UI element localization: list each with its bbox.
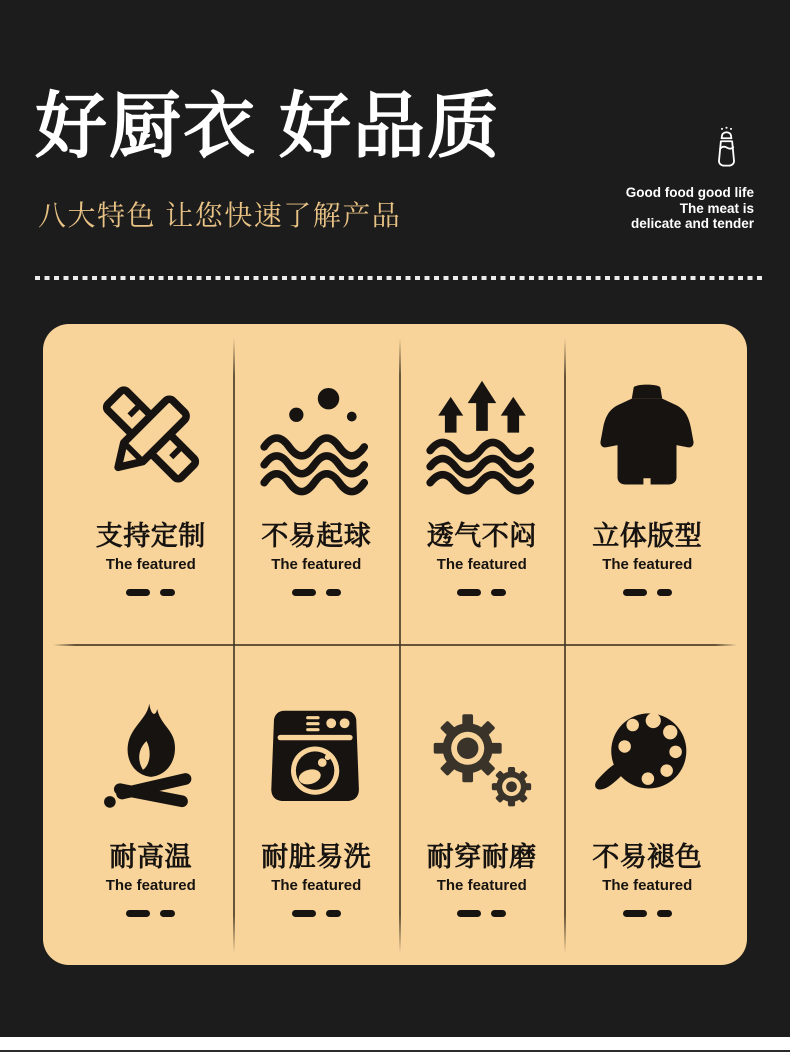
feature-sublabel: The featured bbox=[602, 876, 693, 894]
bottom-strip bbox=[0, 1037, 790, 1053]
feature-label: 透气不闷 bbox=[426, 521, 537, 552]
ruler-pencil-icon bbox=[92, 372, 210, 504]
feature-cell-durable bbox=[399, 645, 565, 966]
feature-sublabel: The featured bbox=[436, 556, 527, 574]
feature-cell-heat-resistant bbox=[68, 645, 234, 966]
salt-shaker-icon bbox=[713, 126, 740, 175]
feature-sublabel: The featured bbox=[436, 876, 527, 894]
feature-dashes bbox=[292, 910, 341, 917]
feature-label: 立体版型 bbox=[592, 521, 703, 552]
feature-sublabel: The featured bbox=[602, 556, 693, 574]
tagline-text bbox=[626, 185, 754, 232]
feature-dashes bbox=[457, 910, 506, 917]
features-panel bbox=[43, 324, 747, 965]
feature-sublabel: The featured bbox=[105, 556, 196, 574]
tagline-line: delicate and tender bbox=[630, 216, 754, 231]
feature-label: 支持定制 bbox=[95, 521, 206, 552]
tagline-line: The meat is bbox=[679, 200, 754, 216]
page-title: 好厨衣 好品质 bbox=[35, 87, 502, 167]
campfire-icon bbox=[92, 693, 210, 825]
feature-dashes bbox=[623, 589, 672, 596]
page-subtitle: 八大特色 让您快速了解产品 bbox=[38, 200, 402, 231]
feature-dashes bbox=[623, 910, 672, 917]
tagline-line: Good food good life bbox=[625, 185, 754, 200]
feature-dashes bbox=[457, 589, 506, 596]
washing-machine-icon bbox=[257, 693, 375, 825]
features-grid bbox=[43, 324, 747, 965]
feature-cell-breathable bbox=[399, 324, 565, 645]
gears-icon bbox=[423, 693, 541, 825]
feature-cell-easy-wash bbox=[234, 645, 400, 966]
feature-label: 耐脏易洗 bbox=[261, 841, 372, 872]
feature-label: 耐高温 bbox=[109, 841, 192, 872]
feature-sublabel: The featured bbox=[105, 876, 196, 894]
feature-sublabel: The featured bbox=[271, 556, 362, 574]
feature-dashes bbox=[292, 589, 341, 596]
breathable-arrows-icon bbox=[423, 372, 541, 504]
feature-label: 不易起球 bbox=[261, 521, 372, 552]
dashed-divider bbox=[35, 276, 762, 280]
header-tagline bbox=[626, 126, 754, 232]
feature-cell-anti-pilling bbox=[234, 324, 400, 645]
feature-dashes bbox=[126, 589, 175, 596]
feature-cell-colorfast bbox=[565, 645, 731, 966]
bottom-strip-line bbox=[0, 1050, 790, 1052]
shirt-icon bbox=[588, 372, 706, 504]
feature-dashes bbox=[126, 910, 175, 917]
anti-pilling-waves-icon bbox=[257, 372, 375, 504]
feature-cell-fit bbox=[565, 324, 731, 645]
feature-sublabel: The featured bbox=[271, 876, 362, 894]
feature-label: 不易褪色 bbox=[592, 841, 703, 872]
palette-icon bbox=[588, 693, 706, 825]
feature-cell-customization bbox=[68, 324, 234, 645]
feature-label: 耐穿耐磨 bbox=[426, 841, 537, 872]
